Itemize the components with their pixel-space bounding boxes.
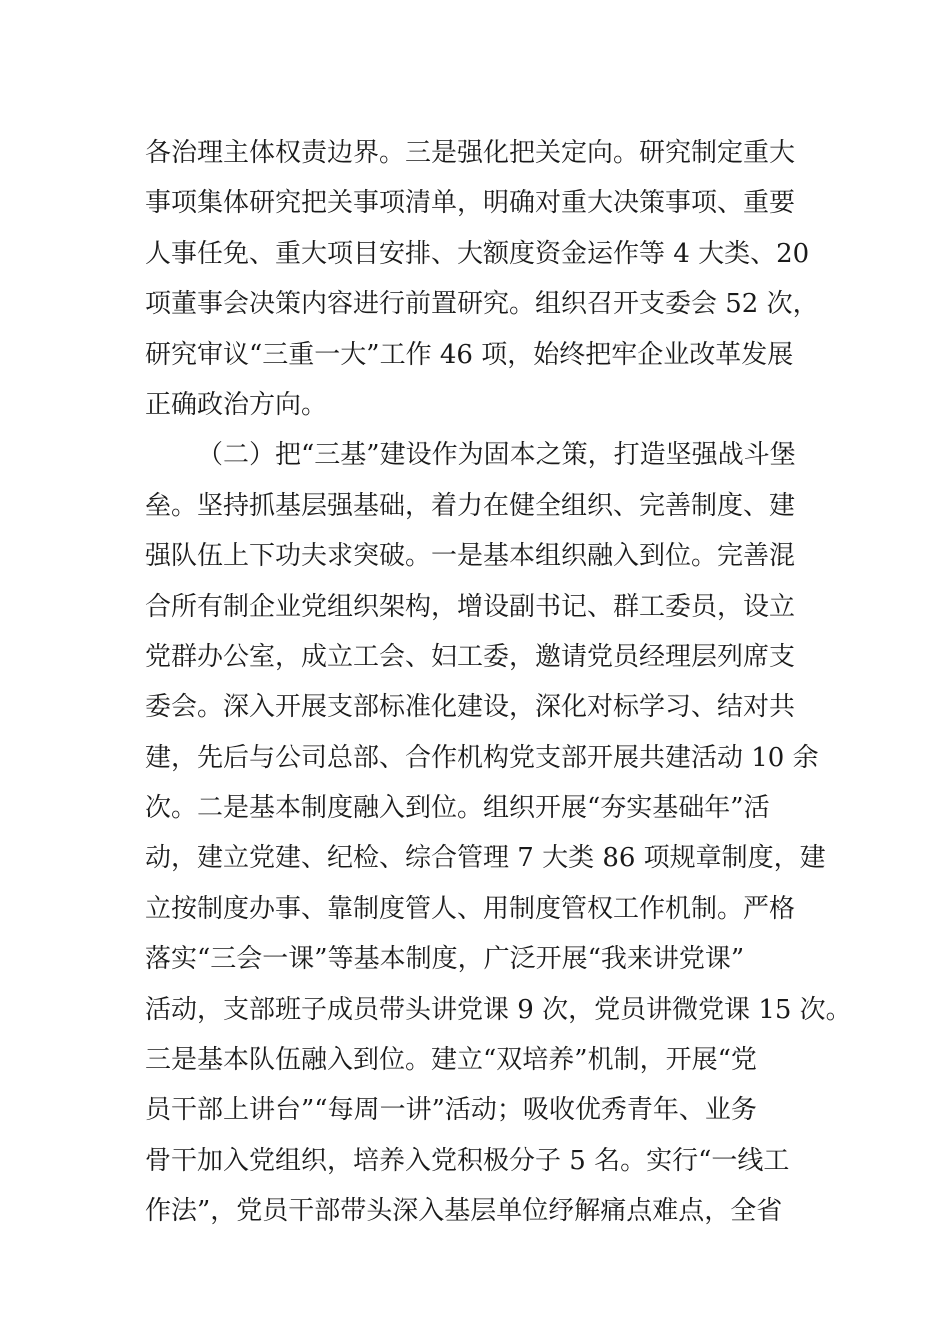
text-line: 党群办公室，成立工会、妇工委，邀请党员经理层列席支 (145, 641, 796, 672)
text-line: 动，建立党建、纪检、综合管理 7 大类 86 项规章制度，建 (145, 843, 826, 874)
text-line: 人事任免、重大项目安排、大额度资金运作等 4 大类、20 (145, 238, 810, 269)
text-line: 立按制度办事、靠制度管人、用制度管权工作机制。严格 (145, 893, 796, 924)
text-line: 作法”，党员干部带头深入基层单位纾解痛点难点，全省 (145, 1196, 783, 1227)
text-line: 落实“三会一课”等基本制度，广泛开展“我来讲党课” (145, 944, 745, 975)
body-text (145, 128, 852, 1237)
text-line: 正确政治方向。 (145, 389, 328, 420)
text-line: 骨干加入党组织，培养入党积极分子 5 名。实行“一线工 (145, 1145, 790, 1176)
text-line: 垒。坚持抓基层强基础，着力在健全组织、完善制度、建 (145, 490, 796, 521)
text-line: 三是基本队伍融入到位。建立“双培养”机制，开展“党 (145, 1045, 757, 1076)
text-line: 建，先后与公司总部、合作机构党支部开展共建活动 10 余 (145, 742, 819, 773)
text-line: 强队伍上下功夫求突破。一是基本组织融入到位。完善混 (145, 541, 796, 572)
text-line: 各治理主体权责边界。三是强化把关定向。研究制定重大 (145, 138, 796, 168)
text-line: 委会。深入开展支部标准化建设，深化对标学习、结对共 (145, 692, 796, 723)
text-line: 项董事会决策内容进行前置研究。组织召开支委会 52 次， (145, 289, 819, 320)
text-line: 合所有制企业党组织架构，增设副书记、群工委员，设立 (145, 591, 796, 622)
text-line: 研究审议“三重一大”工作 46 项，始终把牢企业改革发展 (145, 339, 794, 370)
section-heading-line: （二）把“三基”建设作为固本之策，打造坚强战斗堡 (197, 440, 796, 471)
text-line: 事项集体研究把关事项清单，明确对重大决策事项、重要 (145, 188, 796, 219)
text-line: 员干部上讲台”“每周一讲”活动；吸收优秀青年、业务 (145, 1095, 757, 1126)
text-line: 活动，支部班子成员带头讲党课 9 次，党员讲微党课 15 次。 (145, 994, 852, 1025)
text-line: 次。二是基本制度融入到位。组织开展“夯实基础年”活 (145, 793, 770, 824)
